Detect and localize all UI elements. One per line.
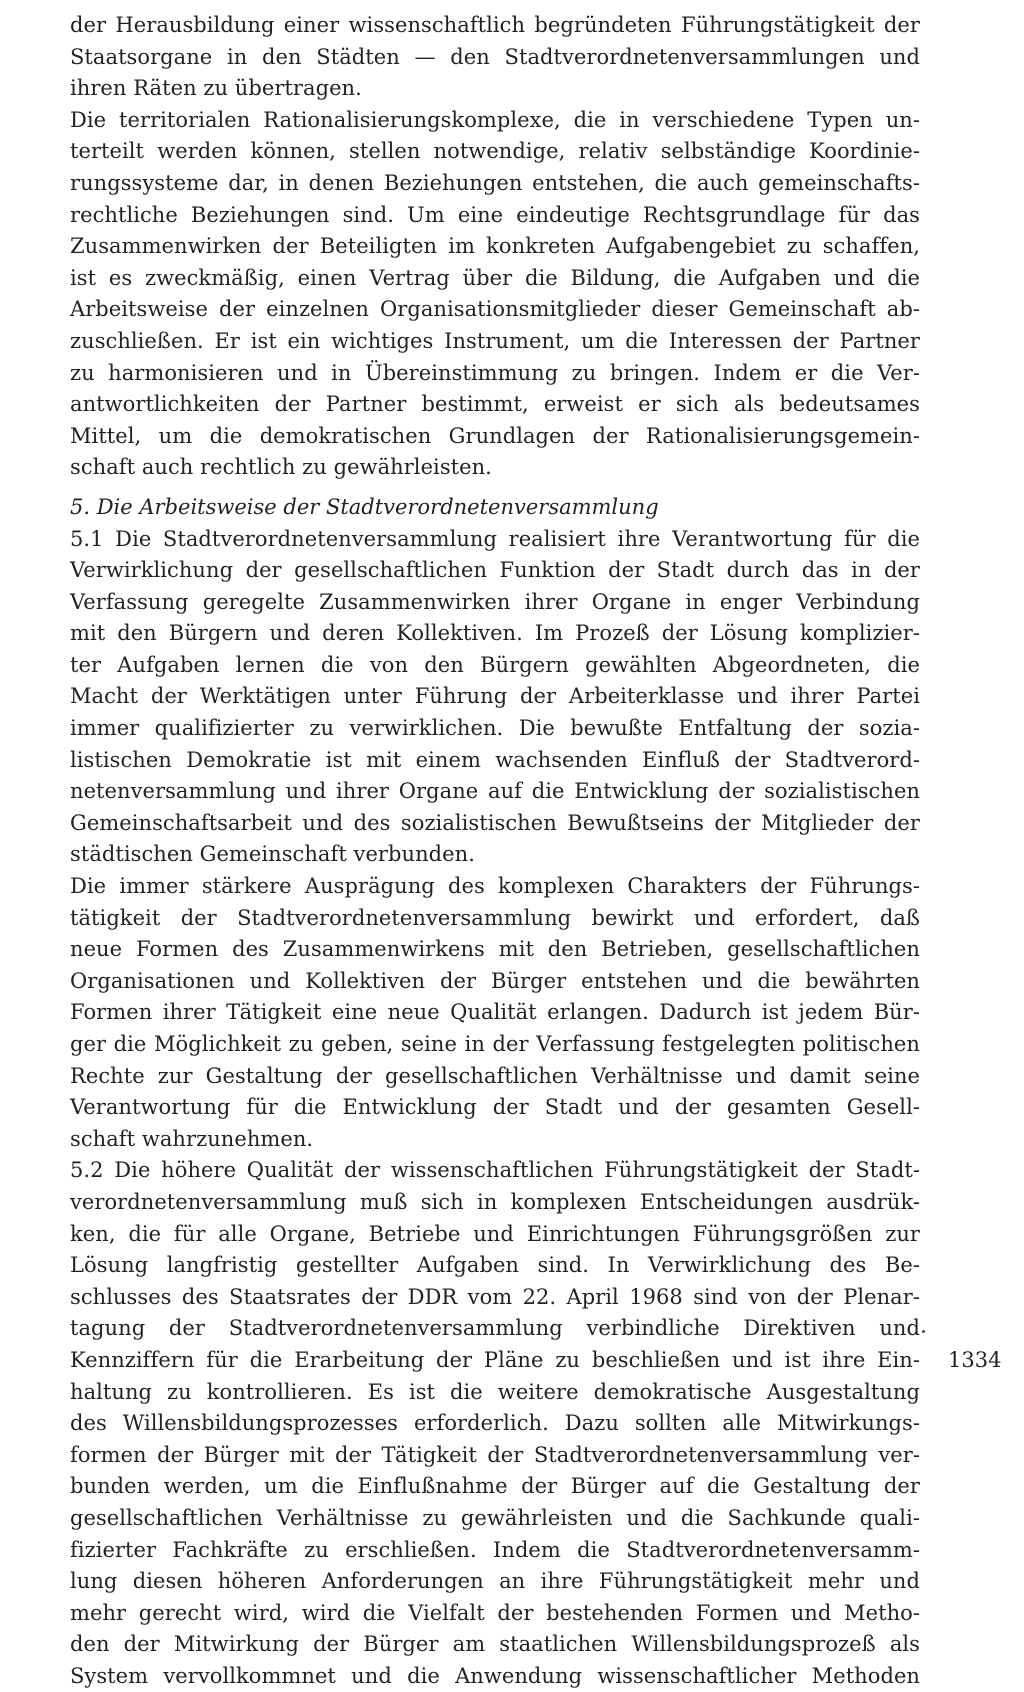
text-line: Kennziffern für die Erarbeitung der Pläne zu beschließen und ist ihre Ein- [70,1347,920,1372]
text-line: Die territorialen Rationalisierungskomplexe, die in verschiedene Typen un- [70,107,920,132]
text-line: ist es zweckmäßig, einen Vertrag über die Bildung, die Aufgaben und die [70,265,920,290]
text-line: mit den Bürgern und deren Kollektiven. Im Prozeß der Lösung komplizier- [70,621,920,646]
text-line: bunden werden, um die Einflußnahme der Bürger auf die Gestaltung der [70,1474,920,1499]
text-line: neue Formen des Zusammenwirkens mit den Betrieben, gesellschaftlichen [70,937,920,962]
paragraph [70,10,920,105]
text-line: Macht der Werktätigen unter Führung der Arbeiterklasse und ihrer Partei [70,684,920,709]
text-line: Verwirklichung der gesellschaftlichen Funktion der Stadt durch das in der [70,558,920,583]
paragraph [70,524,920,872]
section-heading: 5. Die Arbeitsweise der Stadtverordnetenversammlung [70,494,659,519]
text-line: rungssysteme dar, in denen Beziehungen entstehen, die auch gemeinschafts- [70,170,920,195]
text-column [70,10,920,1692]
paragraph [70,1155,920,1692]
text-line: des Willensbildungsprozesses erforderlich. Dazu sollten alle Mitwirkungs- [70,1411,920,1436]
text-line: lung diesen höheren Anforderungen an ihre Führungstätigkeit mehr und [70,1569,920,1594]
text-line: gesellschaftlichen Verhältnisse zu gewährleisten und die Sachkunde quali- [70,1505,920,1530]
stray-dot [922,1330,925,1333]
text-line: formen der Bürger mit der Tätigkeit der Stadtverordnetenversammlung ver- [70,1442,920,1467]
text-line: schaft auch rechtlich zu gewährleisten. [70,455,492,480]
text-line: schaft wahrzunehmen. [70,1126,314,1151]
text-line: 5.2 Die höhere Qualität der wissenschaftlichen Führungstätigkeit der Stadt- [70,1158,920,1183]
text-line: der Herausbildung einer wissenschaftlich begründeten Führungstätigkeit der [70,13,920,37]
text-line: netenversammlung und ihrer Organe auf die Entwicklung der sozialistischen [70,779,920,804]
text-line: zu harmonisieren und in Übereinstimmung zu bringen. Indem er die Ver- [70,360,920,385]
text-line: Mittel, um die demokratischen Grundlagen der Rationalisierungsgemein- [70,423,920,448]
text-line: ter Aufgaben lernen die von den Bürgern gewählten Abgeordneten, die [70,652,920,677]
text-line: den der Mitwirkung der Bürger am staatlichen Willensbildungsprozeß als [70,1632,920,1657]
page-number: 1334 [948,1348,1002,1372]
text-line: Organisationen und Kollektiven der Bürger entstehen und die bewährten [70,968,920,993]
text-line: Zusammenwirken der Beteiligten im konkreten Aufgabengebiet zu schaffen, [70,234,920,259]
text-line: Arbeitsweise der einzelnen Organisationsmitglieder dieser Gemeinschaft ab- [70,297,920,322]
text-line: immer qualifizierter zu verwirklichen. Die bewußte Entfaltung der sozia- [70,716,920,741]
paragraph [70,871,920,1155]
text-line: haltung zu kontrollieren. Es ist die weitere demokratische Ausgestaltung [70,1379,920,1404]
text-line: mehr gerecht wird, wird die Vielfalt der bestehenden Formen und Metho- [70,1600,920,1625]
text-line: ger die Möglichkeit zu geben, seine in der Verfassung festgelegten politischen [70,1032,920,1056]
text-line: terteilt werden können, stellen notwendige, relativ selbständige Koordinie- [70,139,920,164]
text-line: Verantwortung für die Entwicklung der Stadt und der gesamten Gesell- [70,1095,920,1120]
paragraph [70,105,920,484]
text-line: 5.1 Die Stadtverordnetenversammlung realisiert ihre Verantwortung für die [70,526,920,551]
text-line: Gemeinschaftsarbeit und des sozialistischen Bewußtseins der Mitglieder der [70,810,920,835]
text-line: ken, die für alle Organe, Betriebe und Einrichtungen Führungsgrößen zur [70,1221,920,1246]
text-line: System vervollkommnet und die Anwendung wissenschaftlicher Methoden [70,1663,920,1688]
text-line: Formen ihrer Tätigkeit eine neue Qualität erlangen. Dadurch ist jedem Bür- [70,1000,920,1025]
text-line: Lösung langfristig gestellter Aufgaben sind. In Verwirklichung des Be- [70,1253,920,1278]
text-line: Verfassung geregelte Zusammenwirken ihrer Organe in enger Verbindung [70,589,920,614]
text-line: städtischen Gemeinschaft verbunden. [70,842,475,867]
text-line: Die immer stärkere Ausprägung des komplexen Charakters der Führungs- [70,874,920,899]
text-line: schlusses des Staatsrates der DDR vom 22. April 1968 sind von der Plenar- [70,1284,920,1309]
text-line: antwortlichkeiten der Partner bestimmt, erweist er sich als bedeutsames [70,392,920,417]
text-line: ihren Räten zu übertragen. [70,76,362,101]
text-line: Staatsorgane in den Städten — den Stadtverordnetenversammlungen und [70,44,920,69]
text-line: tätigkeit der Stadtverordnetenversammlung bewirkt und erfordert, daß [70,905,920,930]
text-line: verordnetenversammlung muß sich in komplexen Entscheidungen ausdrük- [70,1189,920,1214]
text-line: Rechte zur Gestaltung der gesellschaftlichen Verhältnisse und damit seine [70,1063,920,1088]
text-line: fizierter Fachkräfte zu erschließen. Indem die Stadtverordnetenversamm- [70,1537,920,1562]
text-line: listischen Demokratie ist mit einem wachsenden Einfluß der Stadtverord- [70,747,920,772]
text-line: tagung der Stadtverordnetenversammlung verbindliche Direktiven und [70,1316,920,1341]
text-line: rechtliche Beziehungen sind. Um eine eindeutige Rechtsgrundlage für das [70,202,920,227]
text-line: zuschließen. Er ist ein wichtiges Instrument, um die Interessen der Partner [70,328,920,353]
